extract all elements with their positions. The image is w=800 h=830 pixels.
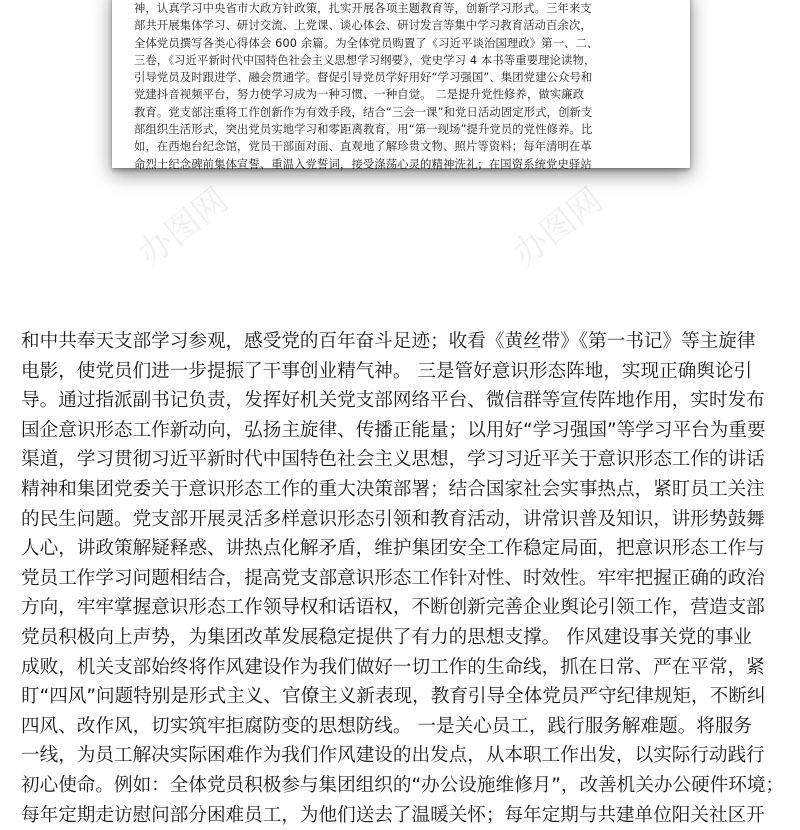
top-image-area bbox=[0, 0, 800, 300]
body-text-line: 初心使命。例如：全体党员积极参与集团组织的“办公设施维修月”，改善机关办公硬件环境； bbox=[21, 771, 781, 801]
watermark-text: 办图网 bbox=[501, 174, 612, 275]
body-text-line: 成败，机关支部始终将作风建设作为我们做好一切工作的生命线，抓在日常、严在平常，紧 bbox=[21, 653, 781, 683]
body-text-line: 国企意识形态工作新动向，弘扬主旋律、传播正能量；以用好“学习强国”等学习平台为重要 bbox=[21, 416, 781, 446]
body-text-line: 精神和集团党委关于意识形态工作的重大决策部署；结合国家社会实事热点，紧盯员工关注 bbox=[21, 475, 781, 505]
body-text-line: 四风、改作风，切实筑牢拒腐防变的思想防线。 一是关心员工，践行服务解难题。将服务 bbox=[21, 712, 781, 742]
paper-text-line: 如，在西炮台纪念馆，党员干部面对面、直观地了解珍贵文物、照片等资料；每年清明在革 bbox=[134, 138, 668, 155]
paper-text-line: 部组织生活形式，突出党员实地学习和零距离教育，用“第一现场”提升党员的党性修养。比 bbox=[134, 121, 668, 138]
body-text-line: 一线，为员工解决实际困难作为我们作风建设的出发点，从本职工作出发，以实际行动践行 bbox=[21, 741, 781, 771]
watermark-text: 办图网 bbox=[126, 174, 237, 275]
document-page-preview bbox=[112, 0, 690, 168]
body-text-line: 盯“四风”问题特别是形式主义、官僚主义新表现，教育引导全体党员严守纪律规矩，不断纠 bbox=[21, 682, 781, 712]
body-text-line: 电影，使党员们进一步提振了干事创业精气神。 三是管好意识形态阵地，实现正确舆论引 bbox=[21, 357, 781, 387]
body-paragraph bbox=[21, 327, 781, 830]
body-text-line: 的民生问题。党支部开展灵活多样意识形态引领和教育活动，讲常识普及知识，讲形势鼓舞 bbox=[21, 505, 781, 535]
paper-text-line: 部共开展集体学习、研讨交流、上党课、谈心体会、研讨发言等集中学习教育活动百余次， bbox=[134, 17, 668, 34]
body-text-line: 导。通过指派副书记负责，发挥好机关党支部网络平台、微信群等宣传阵地作用，实时发布 bbox=[21, 386, 781, 416]
document-page-text bbox=[134, 0, 668, 173]
paper-text-line: 神，认真学习中央省市大政方针政策，扎实开展各项主题教育等，创新学习形式。三年来支 bbox=[134, 0, 668, 17]
body-text-line: 每年定期走访慰问部分困难员工，为他们送去了温暖关怀；每年定期与共建单位阳关社区开 bbox=[21, 801, 781, 830]
paper-text-line: 命烈士纪念碑前集体宣誓、重温入党誓词，接受涤荡心灵的精神洗礼；在国资系统党史驿站 bbox=[134, 156, 668, 173]
body-text-line: 党员工作学习问题相结合，提高党支部意识形态工作针对性、时效性。牢牢把握正确的政治 bbox=[21, 564, 781, 594]
paper-text-line: 党建抖音视频平台，努力使学习成为一种习惯、一种自觉。 二是提升党性修养，做实廉政 bbox=[134, 86, 668, 103]
paper-text-line: 全体党员撰写各类心得体会 600 余篇。为全体党员购置了《习近平谈治国理政》第一、二、 bbox=[134, 35, 668, 52]
paper-text-line: 引导党员及时跟进学、融会贯通学。督促引导党员学好用好“学习强国”、集团党建公众号和 bbox=[134, 69, 668, 86]
body-text-line: 和中共奉天支部学习参观，感受党的百年奋斗足迹；收看《黄丝带》《第一书记》等主旋律 bbox=[21, 327, 781, 357]
body-text-line: 渠道，学习贯彻习近平新时代中国特色社会主义思想，学习习近平关于意识形态工作的讲话 bbox=[21, 445, 781, 475]
paper-text-line: 三卷，《习近平新时代中国特色社会主义思想学习纲要》，党史学习 4 本书等重要理论读物， bbox=[134, 52, 668, 69]
body-text-line: 人心，讲政策解疑释惑、讲热点化解矛盾，维护集团安全工作稳定局面，把意识形态工作与 bbox=[21, 534, 781, 564]
body-text-line: 方向，牢牢掌握意识形态工作领导权和话语权，不断创新完善企业舆论引领工作，营造支部 bbox=[21, 593, 781, 623]
paper-text-line: 教育。党支部注重将工作创新作为有效手段，结合“三会一课”和党日活动固定形式，创新支 bbox=[134, 104, 668, 121]
body-text-line: 党员积极向上声势，为集团改革发展稳定提供了有力的思想支撑。 作风建设事关党的事业 bbox=[21, 623, 781, 653]
